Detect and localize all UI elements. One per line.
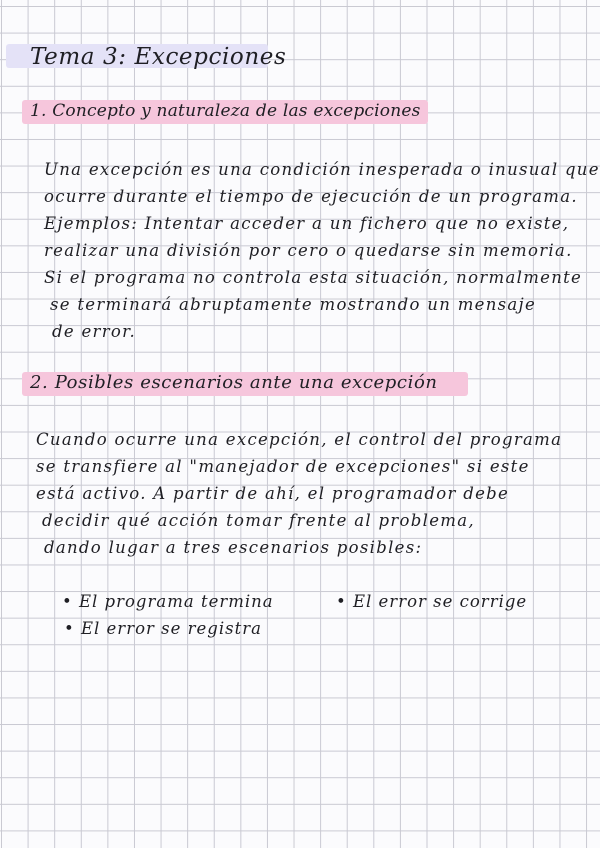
section1-line: Ejemplos: Intentar acceder a un fichero que no existe, (44, 214, 570, 233)
bullet-item: • El error se corrige (336, 592, 528, 611)
section1-line: ocurre durante el tiempo de ejecución de un programa. (44, 187, 578, 206)
section1-line: Si el programa no controla esta situación, normalmente (44, 268, 583, 287)
section2-line: decidir qué acción tomar frente al problema, (42, 511, 475, 530)
section1-line: Una excepción es una condición inesperada o inusual que (44, 160, 600, 179)
section1-line: realizar una división por cero o quedarse sin memoria. (44, 241, 573, 260)
section2-line: se transfiere al "manejador de excepciones" si este (36, 457, 530, 476)
section1-line: se terminará abruptamente mostrando un mensaje (50, 295, 537, 314)
section1-line: de error. (52, 322, 137, 341)
section1-heading: 1. Concepto y naturaleza de las excepciones (30, 101, 421, 121)
bullet-item: • El programa termina (62, 592, 274, 611)
section2-line: dando lugar a tres escenarios posibles: (44, 538, 423, 557)
section2-line: está activo. A partir de ahí, el programador debe (36, 484, 510, 503)
page-title: Tema 3: Excepciones (30, 44, 287, 70)
section2-heading: 2. Posibles escenarios ante una excepción (30, 372, 438, 393)
bullet-item: • El error se registra (64, 619, 262, 638)
section2-line: Cuando ocurre una excepción, el control del programa (36, 430, 563, 449)
